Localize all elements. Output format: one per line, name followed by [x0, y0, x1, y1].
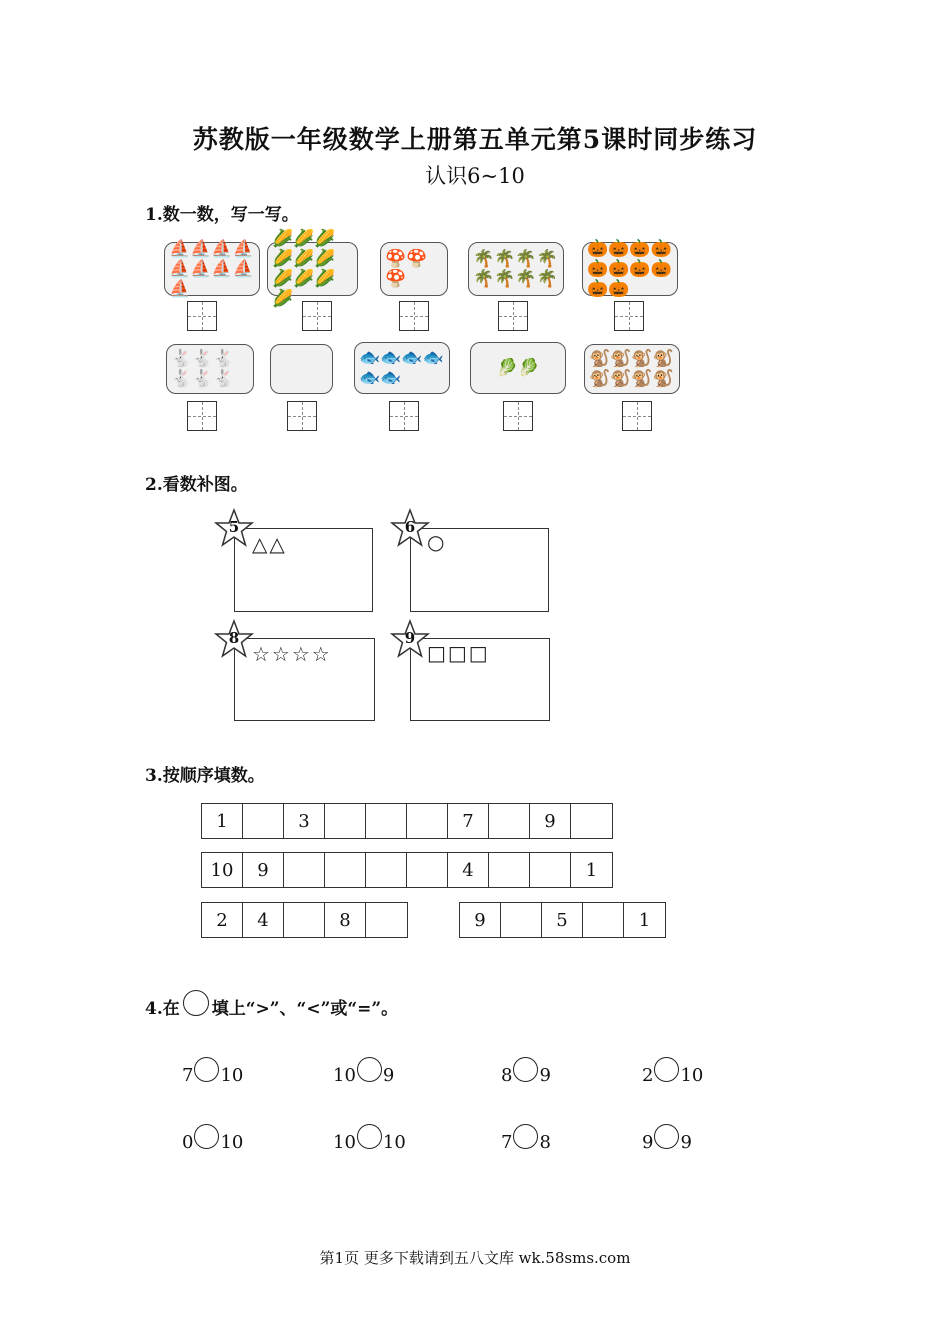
answer-circle[interactable]	[654, 1124, 679, 1149]
sequence-cell[interactable]: 1	[585, 859, 598, 881]
star-number: 8	[228, 629, 240, 647]
question-2-heading: 2.看数补图。	[145, 475, 248, 495]
answer-circle[interactable]	[194, 1057, 219, 1082]
star-badge	[390, 619, 430, 659]
right-number: 10	[220, 1065, 244, 1086]
question-4-heading	[145, 990, 398, 1022]
answer-circle[interactable]	[194, 1124, 219, 1149]
sequence-cell[interactable]	[407, 853, 448, 887]
answer-circle[interactable]	[513, 1057, 538, 1082]
number-sequence-row-2	[201, 852, 613, 888]
given-shapes: □□□	[427, 641, 490, 665]
sequence-cell[interactable]	[284, 903, 325, 937]
question-4-suffix: 填上“>”、“<”或“=”。	[211, 998, 399, 1019]
sequence-cell[interactable]: 1	[202, 804, 243, 838]
right-number: 10	[220, 1132, 244, 1153]
write-box[interactable]	[498, 301, 528, 331]
sequence-cell[interactable]	[366, 853, 407, 887]
compare-item	[501, 1057, 551, 1086]
answer-circle[interactable]	[513, 1124, 538, 1149]
write-box[interactable]	[622, 401, 652, 431]
sequence-cell[interactable]: 2	[202, 903, 243, 937]
answer-circle[interactable]	[654, 1057, 679, 1082]
sequence-cell[interactable]	[325, 804, 366, 838]
write-box[interactable]	[187, 301, 217, 331]
star-badge	[390, 508, 430, 548]
sequence-cell[interactable]: 9	[530, 804, 571, 838]
page-subtitle: 认识6~10	[425, 164, 525, 188]
number-sequence-row-3a	[201, 902, 408, 938]
right-number: 9	[382, 1065, 395, 1086]
sequence-cell[interactable]	[530, 853, 571, 887]
sequence-cell[interactable]	[489, 853, 530, 887]
left-number: 2	[642, 1065, 654, 1086]
sequence-cell[interactable]	[583, 903, 624, 937]
right-number: 10	[680, 1065, 704, 1086]
write-box[interactable]	[614, 301, 644, 331]
right-number: 10	[382, 1132, 406, 1153]
star-number: 9	[404, 629, 416, 647]
star-badge	[214, 619, 254, 659]
pumpkin-icon: 🎃🎃🎃🎃🎃🎃🎃🎃🎃🎃	[582, 242, 678, 296]
question-3-heading: 3.按顺序填数。	[145, 766, 265, 786]
sequence-cell[interactable]: 9	[460, 903, 501, 937]
corn-icon: 🌽🌽🌽🌽🌽🌽🌽🌽🌽🌽	[267, 242, 358, 296]
write-box[interactable]	[187, 401, 217, 431]
sequence-cell[interactable]: 8	[325, 903, 366, 937]
rabbit-icon: 🐇🐇🐇🐇🐇🐇	[166, 344, 254, 394]
left-number: 10	[333, 1065, 356, 1086]
sequence-cell[interactable]: 7	[448, 804, 489, 838]
write-box[interactable]	[399, 301, 429, 331]
sequence-cell[interactable]	[407, 804, 448, 838]
sequence-cell[interactable]	[366, 903, 407, 937]
question-4-prefix: 4.在	[145, 998, 180, 1019]
left-number: 8	[501, 1065, 513, 1086]
question-1-heading: 1.数一数，写一写。	[145, 205, 299, 225]
compare-item	[182, 1124, 243, 1153]
sequence-cell[interactable]: 3	[284, 804, 325, 838]
left-number: 9	[642, 1132, 654, 1153]
answer-circle[interactable]	[357, 1124, 382, 1149]
mushroom-icon: 🍄🍄🍄	[380, 242, 448, 296]
star-number: 5	[228, 518, 240, 536]
sequence-cell[interactable]: 5	[542, 903, 583, 937]
fish-icon: 🐟🐟🐟🐟🐟🐟	[354, 342, 450, 394]
right-number: 9	[539, 1065, 551, 1086]
write-box[interactable]	[503, 401, 533, 431]
sequence-cell[interactable]: 1	[638, 909, 651, 931]
compare-item	[333, 1124, 406, 1153]
tree-icon: 🌴🌴🌴🌴🌴🌴🌴🌴	[468, 242, 564, 296]
sequence-cell[interactable]	[366, 804, 407, 838]
compare-item	[182, 1057, 243, 1086]
circle-icon	[183, 990, 209, 1016]
given-shapes: ☆☆☆☆	[252, 642, 332, 666]
left-number: 7	[182, 1065, 194, 1086]
compare-item	[642, 1057, 703, 1086]
sequence-cell[interactable]	[489, 804, 530, 838]
write-box[interactable]	[389, 401, 419, 431]
compare-item	[642, 1124, 692, 1153]
page-footer: 第1页 更多下载请到五八文库 wk.58sms.com	[319, 1249, 631, 1267]
left-number: 10	[333, 1132, 356, 1153]
page-title: 苏教版一年级数学上册第五单元第5课时同步练习	[192, 125, 758, 154]
sequence-cell[interactable]	[571, 804, 612, 838]
left-number: 0	[182, 1132, 194, 1153]
cabbage-icon: 🥬🥬	[470, 342, 566, 394]
sequence-cell[interactable]	[284, 853, 325, 887]
right-number: 8	[539, 1132, 551, 1153]
compare-item	[333, 1057, 394, 1086]
sequence-cell[interactable]	[325, 853, 366, 887]
sequence-cell[interactable]: 9	[243, 853, 284, 887]
sequence-cell[interactable]	[501, 903, 542, 937]
sequence-cell[interactable]: 4	[243, 903, 284, 937]
answer-circle[interactable]	[357, 1057, 382, 1082]
star-badge	[214, 508, 254, 548]
number-sequence-row-3b	[459, 902, 666, 938]
sequence-cell[interactable]	[243, 804, 284, 838]
write-box[interactable]	[302, 301, 332, 331]
monkey-icon: 🐒🐒🐒🐒🐒🐒🐒🐒	[584, 344, 680, 394]
compare-item	[501, 1124, 551, 1153]
number-sequence-row-1	[201, 803, 613, 839]
left-number: 7	[501, 1132, 513, 1153]
given-shapes: △△	[252, 532, 287, 556]
write-box[interactable]	[287, 401, 317, 431]
sequence-cell[interactable]: 10	[202, 853, 243, 887]
star-number: 6	[404, 518, 416, 536]
empty-picture-box	[270, 344, 333, 394]
right-number: 9	[680, 1132, 692, 1153]
given-shapes: ○	[427, 530, 447, 554]
sequence-cell[interactable]: 4	[448, 853, 489, 887]
boat-icon: ⛵⛵⛵⛵⛵⛵⛵⛵⛵	[164, 242, 260, 296]
